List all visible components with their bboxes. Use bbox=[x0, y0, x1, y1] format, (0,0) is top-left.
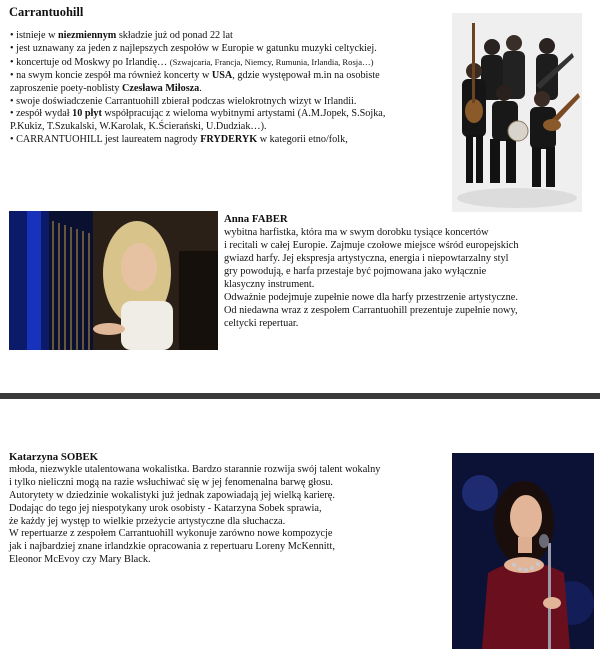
katarzyna-bio bbox=[9, 451, 449, 567]
anna-bio-line: klasyczny instrument. bbox=[224, 279, 315, 290]
anna-bio-line: celtycki repertuar. bbox=[224, 318, 299, 329]
katarzyna-bio-line: jak i najbardziej znane irlandzkie opracowania z repertuaru Loreny McKennitt, bbox=[9, 541, 335, 553]
anna-bio-line: i recitali w całej Europie. Zajmuje czołowe miejsce wśród europejskich bbox=[224, 240, 519, 251]
band-fact: zaproszenie poety-noblisty Czesława Miłosza. bbox=[10, 82, 202, 94]
band-fact: • swoje doświadczenie Carrantuohill zbierał podczas wielokrotnych wizyt w Irlandii. bbox=[10, 95, 357, 107]
band-photo bbox=[452, 13, 582, 212]
singer-photo-image bbox=[452, 453, 594, 649]
singer-photo bbox=[452, 453, 594, 649]
anna-name: Anna FABER bbox=[224, 213, 288, 225]
band-facts-list bbox=[10, 30, 450, 147]
katarzyna-bio-line: Eleonor McEvoy czy Mary Black. bbox=[9, 554, 151, 566]
katarzyna-bio-line: młoda, niezwykle utalentowana wokalistka. Bardzo starannie rozwija swój talent wokalny bbox=[9, 463, 381, 475]
anna-bio-line: Od niedawna wraz z zespołem Carrantuohill prezentuje zupełnie nowy, bbox=[224, 305, 518, 316]
band-fact: • zespół wydał 10 płyt współpracując z wieloma wybitnymi artystami (A.M.Jopek, S.Sojka, bbox=[10, 108, 386, 120]
katarzyna-bio-line: Autorytety w dziedzinie wokalistyki już jednak zapowiadają jej wielką karierę. bbox=[9, 489, 335, 501]
anna-bio-line: gwiazd harfy. Jej ekspresja artystyczna, energia i niepowtarzalny styl bbox=[224, 253, 509, 264]
katarzyna-bio-line: że każdy jej występ to wielkie przeżycie artystyczne dla słuchacza. bbox=[9, 515, 286, 527]
harpist-photo bbox=[9, 211, 218, 350]
anna-bio-line: wybitna harfistka, która ma w swym dorobku tysiące koncertów bbox=[224, 227, 489, 238]
katarzyna-bio-line: i tylko nieliczni mogą na razie wsłuchiwać się w jej fenomenalna barwę głosu. bbox=[9, 476, 333, 488]
section-divider bbox=[0, 393, 600, 399]
band-fact: P.Kukiz, T.Szukalski, W.Karolak, K.Ścierański, U.Dudziak…). bbox=[10, 121, 267, 133]
band-fact: • istnieje w niezmiennym składzie już od ponad 22 lat bbox=[10, 30, 233, 41]
katarzyna-bio-line: W repertuarze z zespołem Carrantuohill wykonuje zarówno nowe kompozycje bbox=[9, 528, 333, 540]
band-fact: • na swym koncie zespół ma również koncerty w USA, gdzie występował m.in na osobiste bbox=[10, 69, 380, 81]
anna-bio bbox=[224, 213, 584, 330]
anna-bio-line: Odważnie podejmuje zupełnie nowe dla harfy przestrzenie artystyczne. bbox=[224, 292, 518, 303]
katarzyna-name: Katarzyna SOBEK bbox=[9, 451, 99, 463]
harpist-photo-image bbox=[9, 211, 218, 350]
band-fact: • CARRANTUOHILL jest laureatem nagrody FRYDERYK w kategorii etno/folk, bbox=[10, 134, 348, 146]
anna-bio-line: gry powodują, e harfa przestaje być pojmowana jako wyłącznie bbox=[224, 266, 487, 277]
band-fact: • jest uznawany za jeden z najlepszych zespołów w Europie w gatunku muzyki celtyckiej. bbox=[10, 42, 377, 54]
band-fact: • koncertuje od Moskwy po Irlandię… (Szwajcaria, Francja, Niemcy, Rumunia, Irlandia, Rosja…) bbox=[10, 56, 374, 68]
band-photo-image bbox=[452, 13, 582, 212]
katarzyna-bio-line: Dodając do tego jej niespotykany urok osobisty - Katarzyna Sobek sprawia, bbox=[9, 502, 322, 514]
band-title: Carrantuohill bbox=[9, 5, 84, 19]
